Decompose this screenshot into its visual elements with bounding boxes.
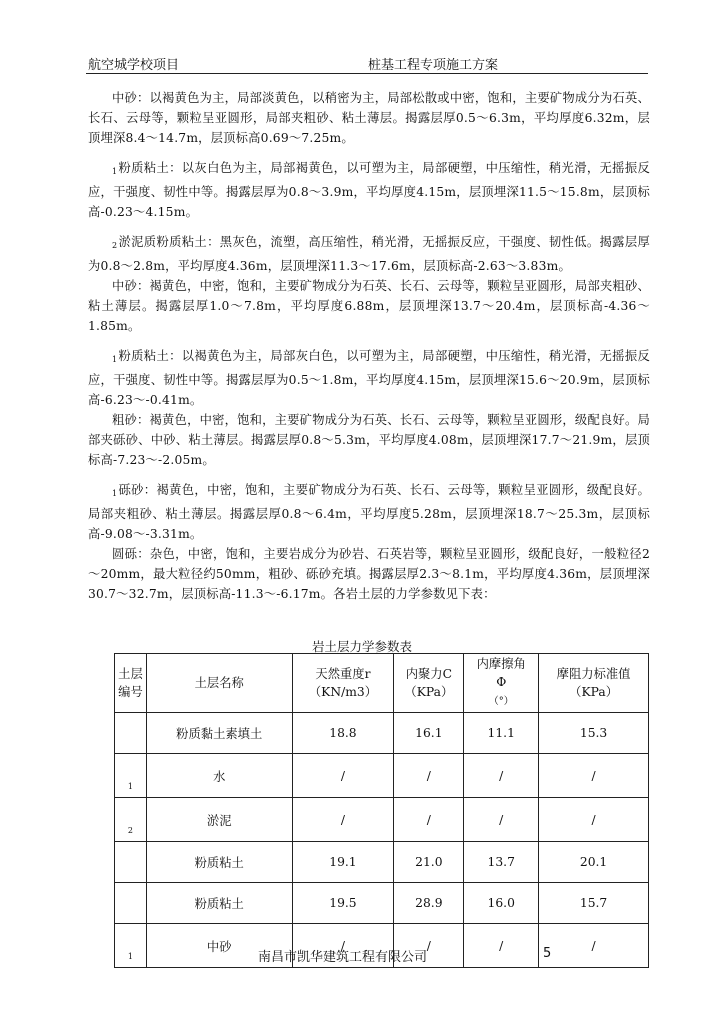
cell-phi: / bbox=[464, 754, 539, 798]
cell-gamma: / bbox=[292, 754, 394, 798]
cell-name: 水 bbox=[146, 754, 292, 798]
table-row bbox=[115, 842, 649, 883]
cell-gamma: / bbox=[292, 924, 394, 968]
cell-friction: / bbox=[539, 924, 649, 968]
header-friction-angle: 内摩擦角 Φ （°） bbox=[464, 654, 539, 713]
header-cohesion: 内聚力C （KPa） bbox=[394, 654, 464, 713]
cell-cohesion: 21.0 bbox=[394, 842, 464, 883]
cell-name: 淤泥 bbox=[146, 798, 292, 842]
cell-code: 1 bbox=[115, 754, 147, 798]
page-number: 5 bbox=[543, 946, 552, 961]
header-layer-name: 土层名称 bbox=[146, 654, 292, 713]
paragraph-silty-clay-2: $_1$粉质粘土：以褐黄色为主，局部灰白色，以可塑为主，局部硬塑，中压缩性，稍光滑，无摇振反应，干强度、韧性中等。揭露层厚为0.5～1.8m，平均厚度4.15m，层顶埋深15.6～20.9m，层顶标高-6.23～-0.41m。 bbox=[88, 349, 650, 407]
cell-friction: 15.7 bbox=[539, 883, 649, 924]
table-header-row bbox=[115, 654, 649, 713]
cell-gamma: 18.8 bbox=[292, 713, 394, 754]
cell-phi: / bbox=[464, 924, 539, 968]
table-row bbox=[115, 883, 649, 924]
paragraph-coarse-sand: 粗砂：褐黄色，中密，饱和，主要矿物成分为石英、长石、云母等，颗粒呈亚圆形，级配良好。局部夹砾砂、中砂、粘土薄层。揭露层厚0.8～5.3m，平均厚度4.08m，层顶埋深17.7～21.9m，层顶标高-7.23～-2.05m。 bbox=[88, 413, 650, 467]
cell-phi: 16.0 bbox=[464, 883, 539, 924]
paragraph-gravel-sand: $_1$砾砂：褐黄色，中密，饱和，主要矿物成分为石英、长石、云母等，颗粒呈亚圆形，级配良好。局部夹粗砂、粘土薄层。揭露层厚0.8～6.4m，平均厚度5.28m，层顶埋深18.7～25.3m，层顶标高-9.08～-3.31m。 bbox=[88, 483, 650, 541]
cell-cohesion: / bbox=[394, 798, 464, 842]
cell-code: 2 bbox=[115, 798, 147, 842]
footer-company-name: 南昌市凯华建筑工程有限公司 bbox=[258, 950, 428, 965]
paragraph-medium-sand-1: 中砂：以褐黄色为主，局部淡黄色，以稍密为主，局部松散或中密，饱和，主要矿物成分为石英、长石、云母等，颗粒呈亚圆形，局部夹粗砂、粘土薄层。揭露层厚0.5～6.3m，平均厚度6.32m，层顶埋深8.4～14.7m，层顶标高0.69～7.25m。 bbox=[88, 91, 650, 145]
cell-friction: 15.3 bbox=[539, 713, 649, 754]
paragraph-medium-sand-2: 中砂：褐黄色，中密，饱和，主要矿物成分为石英、长石、云母等，颗粒呈亚圆形，局部夹粗砂、粘土薄层。揭露层厚1.0～7.8m，平均厚度6.88m，层顶埋深13.7～20.4m，层顶标高-4.36～1.85m。 bbox=[88, 279, 650, 333]
cell-friction: / bbox=[539, 754, 649, 798]
cell-name: 粉质粘土 bbox=[146, 842, 292, 883]
cell-code bbox=[115, 883, 147, 924]
paragraph-silty-clay-1: $_1$粉质粘土：以灰白色为主，局部褐黄色，以可塑为主，局部硬塑，中压缩性，稍光滑，无摇振反应，干强度、韧性中等。揭露层厚为0.8～3.9m，平均厚度4.15m，层顶埋深11.5～15.8m，层顶标高-0.23～4.15m。 bbox=[88, 161, 650, 219]
header-divider bbox=[86, 73, 648, 74]
cell-cohesion: 28.9 bbox=[394, 883, 464, 924]
body-text bbox=[88, 88, 650, 604]
cell-name: 粉质黏土素填土 bbox=[146, 713, 292, 754]
layer-subscript: 2 bbox=[112, 241, 118, 250]
table-row bbox=[115, 798, 649, 842]
cell-name: 中砂 bbox=[146, 924, 292, 968]
cell-code: 1 bbox=[115, 924, 147, 968]
paragraph-muddy-silty-clay: $_2$淤泥质粉质粘土：黑灰色，流塑，高压缩性，稍光滑，无摇振反应，干强度、韧性低。揭露层厚为0.8～2.8m，平均厚度4.36m，层顶埋深11.3～17.6m，层顶标高-2.63～3.83m。 bbox=[88, 235, 650, 273]
cell-friction: 20.1 bbox=[539, 842, 649, 883]
cell-cohesion: / bbox=[394, 924, 464, 968]
cell-name: 粉质粘土 bbox=[146, 883, 292, 924]
cell-phi: 11.1 bbox=[464, 713, 539, 754]
cell-phi: / bbox=[464, 798, 539, 842]
layer-subscript: 1 bbox=[112, 355, 118, 364]
cell-cohesion: / bbox=[394, 754, 464, 798]
cell-gamma: 19.1 bbox=[292, 842, 394, 883]
header-project-name: 航空城学校项目 bbox=[88, 58, 180, 73]
cell-friction: / bbox=[539, 798, 649, 842]
paragraph-round-gravel: 圆砾：杂色，中密，饱和，主要岩成分为砂岩、石英岩等，颗粒呈亚圆形，级配良好，一般粒径2～20mm，最大粒径约50mm，粗砂、砾砂充填。揭露层厚2.3～8.1m，平均厚度4.36m，层顶埋深30.7～32.7m，层顶标高-11.3～-6.17m。各岩土层的力学参数见下表： bbox=[88, 547, 650, 601]
cell-phi: 13.7 bbox=[464, 842, 539, 883]
cell-gamma: 19.5 bbox=[292, 883, 394, 924]
table-row bbox=[115, 754, 649, 798]
layer-subscript: 1 bbox=[112, 489, 118, 498]
header-unit-weight: 天然重度r （KN/m3） bbox=[292, 654, 394, 713]
header-layer-code: 土层 编号 bbox=[115, 654, 147, 713]
table-caption: 岩土层力学参数表 bbox=[311, 639, 412, 654]
cell-gamma: / bbox=[292, 798, 394, 842]
header-friction-resistance: 摩阻力标准值 （KPa） bbox=[539, 654, 649, 713]
soil-parameters-table bbox=[114, 653, 649, 968]
cell-cohesion: 16.1 bbox=[394, 713, 464, 754]
layer-subscript: 1 bbox=[112, 167, 118, 176]
cell-code bbox=[115, 842, 147, 883]
header-document-title: 桩基工程专项施工方案 bbox=[368, 58, 499, 73]
table-row bbox=[115, 713, 649, 754]
cell-code bbox=[115, 713, 147, 754]
